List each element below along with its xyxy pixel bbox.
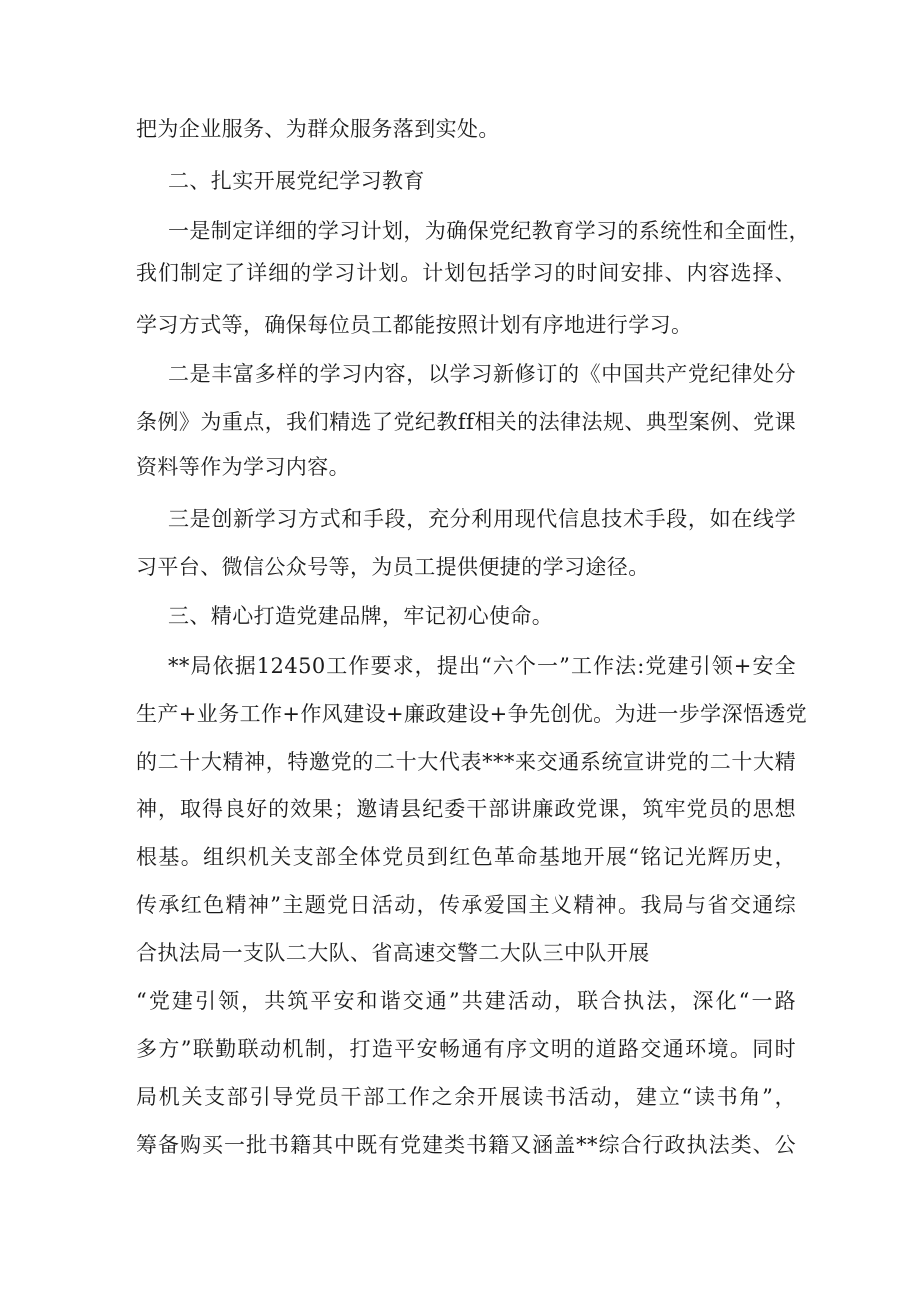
text-line: 条例》为重点，我们精选了党纪教ff相关的法律法规、典型案例、党课 xyxy=(136,410,796,434)
text-line: 生产+业务工作+作风建设+廉政建设+争先创优。为进一步学深悟透党 xyxy=(136,702,808,726)
text-line: 局机关支部引导党员干部工作之余开展读书活动，建立“读书角”， xyxy=(136,1085,796,1109)
text-line: 资料等作为学习内容。 xyxy=(136,455,350,479)
text-line: 把为企业服务、为群众服务落到实处。 xyxy=(136,117,500,141)
text-line: 二是丰富多样的学习内容，以学习新修订的《中国共产党纪律处分 xyxy=(168,362,796,386)
text-line: 神，取得良好的效果；邀请县纪委干部讲廉政党课，筑牢党员的思想 xyxy=(136,797,796,821)
section-heading: 三、精心打造党建品牌，牢记初心使命。 xyxy=(168,604,554,628)
section-heading: 二、扎实开展党纪学习教育 xyxy=(168,169,425,193)
text-line: **局依据12450工作要求，提出“六个一”工作法:党建引领+安全 xyxy=(168,654,796,678)
text-line: 的二十大精神，特邀党的二十大代表***来交通系统宣讲党的二十大精 xyxy=(136,750,796,774)
text-line: 学习方式等，确保每位员工都能按照计划有序地进行学习。 xyxy=(136,313,693,337)
text-line: 合执法局一支队二大队、省高速交警二大队三中队开展 xyxy=(136,941,650,965)
text-line: 习平台、微信公众号等，为员工提供便捷的学习途径。 xyxy=(136,555,650,579)
text-line: 根基。组织机关支部全体党员到红色革命基地开展“铭记光辉历史， xyxy=(136,845,796,869)
text-line: 多方”联勤联动机制，打造平安畅通有序文明的道路交通环境。同时 xyxy=(136,1037,796,1061)
text-line: 我们制定了详细的学习计划。计划包括学习的时间安排、内容选择、 xyxy=(136,261,796,285)
text-line: “党建引领，共筑平安和谐交通”共建活动，联合执法，深化“一路 xyxy=(136,989,796,1013)
text-line: 传承红色精神”主题党日活动，传承爱国主义精神。我局与省交通综 xyxy=(136,893,796,917)
text-line: 筹备购买一批书籍其中既有党建类书籍又涵盖**综合行政执法类、公 xyxy=(136,1133,796,1157)
text-line: 一是制定详细的学习计划，为确保党纪教育学习的系统性和全面性， xyxy=(168,219,810,243)
text-line: 三是创新学习方式和手段，充分利用现代信息技术手段，如在线学 xyxy=(168,507,796,531)
